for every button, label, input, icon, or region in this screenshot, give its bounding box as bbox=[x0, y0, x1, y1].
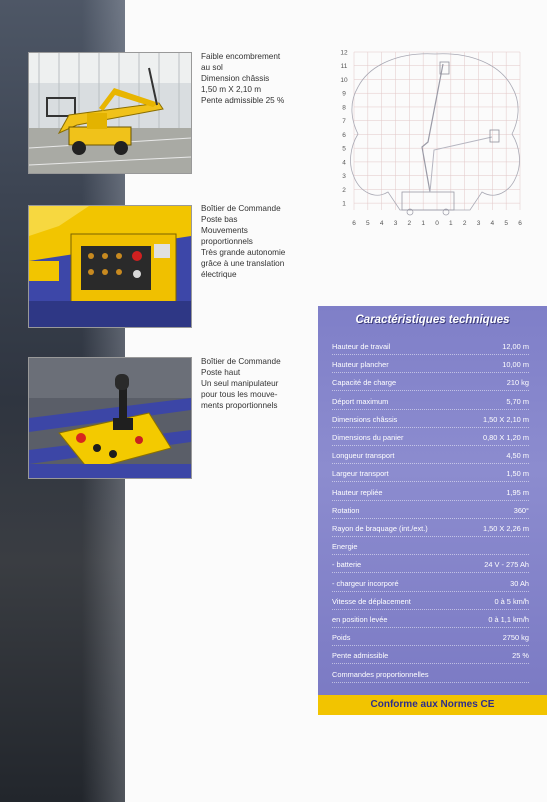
spec-row bbox=[332, 392, 529, 410]
spec-value: 24 V - 275 Ah bbox=[484, 560, 529, 570]
spec-row bbox=[332, 665, 529, 683]
spec-row bbox=[332, 410, 529, 428]
caption-line: ments proportionnels bbox=[201, 401, 278, 410]
spec-value: 1,50 X 2,26 m bbox=[482, 524, 529, 533]
caption-line: Très grande autonomie bbox=[201, 248, 286, 257]
spec-row bbox=[332, 501, 529, 519]
x-tick-label: 2 bbox=[407, 220, 412, 227]
caption-line: Boîtier de Commande bbox=[201, 357, 281, 366]
spec-label: Hauteur de travail bbox=[332, 342, 391, 351]
spec-label: - batterie bbox=[332, 560, 362, 570]
spec-label: Vitesse de déplacement bbox=[332, 596, 411, 606]
caption-line: pour tous les mouve- bbox=[201, 390, 278, 399]
caption-line: Poste bas bbox=[201, 215, 238, 224]
caption-3 bbox=[201, 356, 311, 411]
x-tick-label: 0 bbox=[435, 220, 439, 227]
y-tick-label: 12 bbox=[340, 49, 348, 57]
x-tick-label: 6 bbox=[352, 220, 356, 227]
photo-ground-control-box bbox=[28, 205, 192, 328]
spec-value: 360° bbox=[513, 505, 529, 515]
spec-value: 12,00 m bbox=[502, 342, 529, 351]
caption-line: Poste haut bbox=[201, 368, 241, 377]
caption-line: Un seul manipulateur bbox=[201, 379, 279, 388]
spec-label: Dimensions du panier bbox=[332, 433, 404, 442]
x-tick-label: 3 bbox=[393, 220, 398, 227]
photo-basket-control-box bbox=[28, 357, 192, 479]
caption-2 bbox=[201, 203, 311, 280]
spec-value: 4,50 m bbox=[506, 451, 529, 461]
photo-machine-ground bbox=[28, 52, 192, 174]
y-tick-label: 11 bbox=[340, 63, 348, 71]
spec-row bbox=[332, 610, 529, 628]
spec-row bbox=[332, 446, 529, 464]
x-tick-label: 5 bbox=[504, 220, 508, 227]
spec-value: 25 % bbox=[512, 651, 529, 661]
spec-value: 1,50 X 2,10 m bbox=[482, 414, 529, 424]
caption-line: proportionnels bbox=[201, 237, 253, 246]
y-tick-label: 10 bbox=[340, 76, 348, 84]
caption-line: grâce à une translation bbox=[201, 259, 285, 268]
x-tick-label: 1 bbox=[449, 220, 453, 227]
spec-row bbox=[332, 628, 529, 646]
x-tick-label: 4 bbox=[379, 220, 384, 227]
spec-row bbox=[332, 483, 529, 501]
spec-label: Commandes proportionnelles bbox=[332, 669, 429, 679]
caption-1 bbox=[201, 51, 311, 106]
caption-line: Boîtier de Commande bbox=[201, 204, 281, 213]
x-tick-label: 1 bbox=[421, 220, 425, 227]
y-tick-label: 6 bbox=[342, 131, 346, 139]
spec-label: Rotation bbox=[332, 505, 360, 515]
spec-label: Hauteur plancher bbox=[332, 360, 389, 370]
spec-value: 210 kg bbox=[506, 378, 529, 388]
spec-label: Déport maximum bbox=[332, 396, 389, 406]
technical-specs-panel bbox=[318, 306, 547, 715]
spec-label: Dimensions châssis bbox=[332, 414, 398, 424]
x-tick-label: 2 bbox=[462, 220, 467, 227]
spec-label: Largeur transport bbox=[332, 469, 389, 479]
spec-label: Rayon de braquage (int./ext.) bbox=[332, 524, 428, 533]
spec-row bbox=[332, 337, 529, 355]
working-envelope-diagram bbox=[330, 42, 535, 232]
row-divider bbox=[332, 682, 529, 683]
spec-row bbox=[332, 428, 529, 446]
spec-label: Longueur transport bbox=[332, 451, 395, 461]
caption-line: Pente admissible 25 % bbox=[201, 96, 285, 105]
caption-line: au sol bbox=[201, 63, 223, 72]
spec-row bbox=[332, 646, 529, 664]
y-tick-label: 5 bbox=[342, 145, 346, 153]
caption-line: Faible encombrement bbox=[201, 52, 281, 61]
y-tick-label: 2 bbox=[342, 186, 346, 194]
spec-label: Poids bbox=[332, 633, 351, 643]
y-tick-label: 9 bbox=[342, 90, 346, 98]
y-tick-label: 4 bbox=[342, 159, 346, 167]
y-tick-label: 7 bbox=[342, 118, 346, 126]
spec-value: 10,00 m bbox=[502, 360, 529, 370]
x-tick-label: 5 bbox=[366, 220, 370, 227]
spec-row bbox=[332, 373, 529, 391]
spec-label: Hauteur repliée bbox=[332, 487, 383, 497]
caption-line: Mouvements bbox=[201, 226, 248, 235]
spec-row bbox=[332, 355, 529, 373]
spec-row bbox=[332, 537, 529, 555]
spec-label: Energie bbox=[332, 542, 358, 552]
spec-value: 0 à 1,1 km/h bbox=[488, 615, 529, 624]
spec-label: Pente admissible bbox=[332, 651, 389, 661]
spec-value: 1,95 m bbox=[506, 487, 529, 497]
spec-row bbox=[332, 574, 529, 592]
spec-value: 30 Ah bbox=[510, 578, 529, 588]
spec-row bbox=[332, 592, 529, 610]
y-tick-label: 8 bbox=[342, 104, 346, 112]
caption-line: électrique bbox=[201, 270, 237, 279]
x-tick-label: 6 bbox=[518, 220, 522, 227]
caption-line: Dimension châssis bbox=[201, 74, 270, 83]
spec-value: 0,80 X 1,20 m bbox=[482, 433, 529, 442]
spec-label: Capacité de charge bbox=[332, 378, 397, 388]
specs-title: Caractéristiques techniques bbox=[355, 314, 510, 326]
spec-value: 0 à 5 km/h bbox=[494, 596, 529, 606]
y-tick-label: 3 bbox=[342, 173, 346, 181]
ce-compliance-banner: Conforme aux Normes CE bbox=[318, 695, 547, 715]
spec-row bbox=[332, 555, 529, 573]
x-tick-label: 3 bbox=[476, 220, 481, 227]
caption-line: 1,50 m X 2,10 m bbox=[201, 85, 262, 94]
spec-row bbox=[332, 519, 529, 537]
spec-value: 2750 kg bbox=[502, 633, 529, 643]
spec-label: en position levée bbox=[332, 615, 388, 624]
spec-label: - chargeur incorporé bbox=[332, 578, 399, 588]
spec-value: 1,50 m bbox=[506, 469, 529, 479]
spec-row bbox=[332, 464, 529, 482]
y-tick-label: 1 bbox=[342, 200, 346, 208]
x-tick-label: 4 bbox=[490, 220, 495, 227]
spec-value: 5,70 m bbox=[506, 396, 529, 406]
